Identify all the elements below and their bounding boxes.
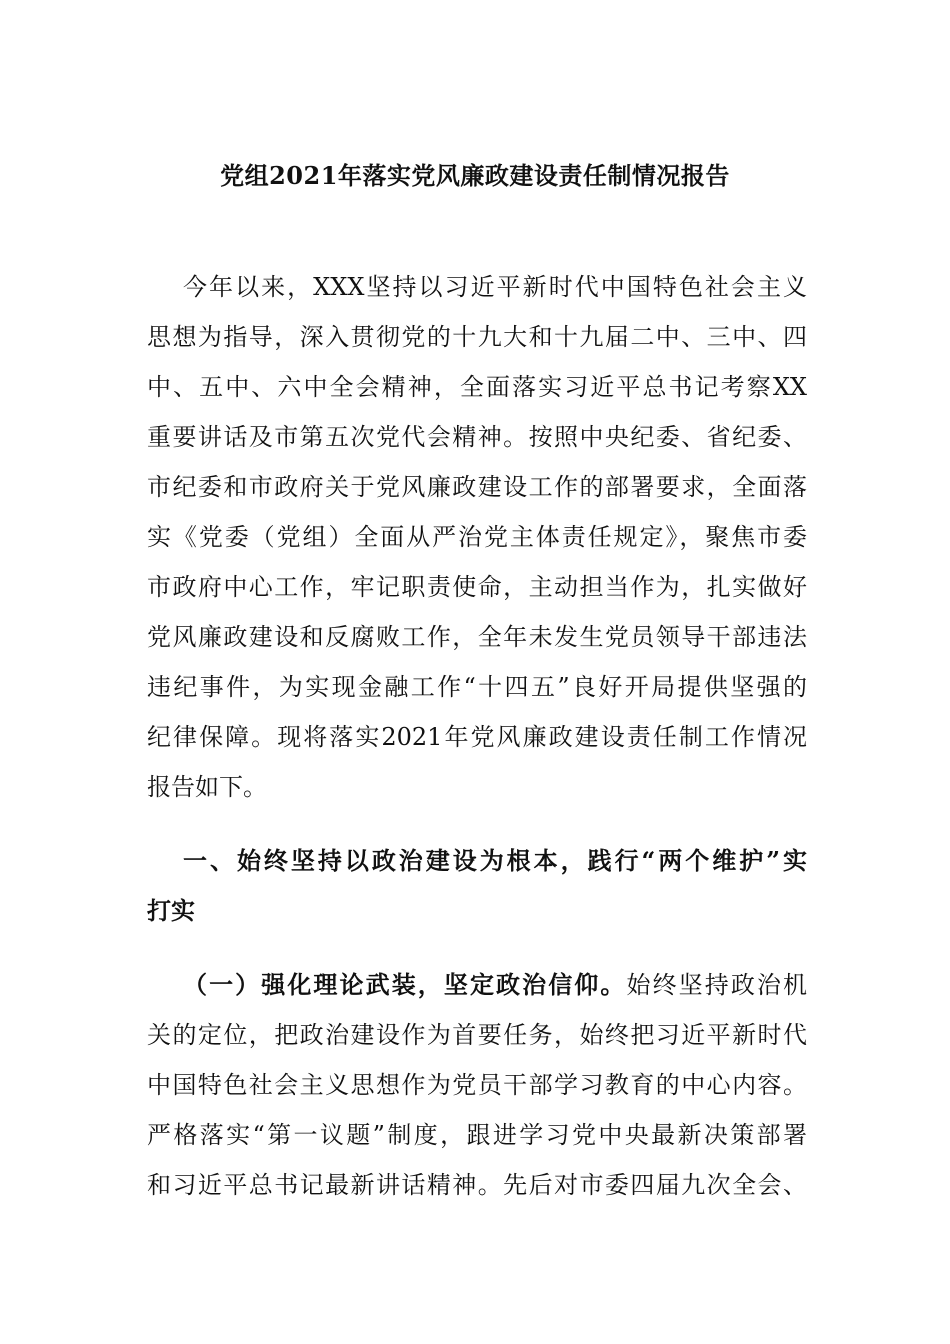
intro-line: 实《党委（党组）全面从严治党主体责任规定》，聚焦市委 bbox=[147, 523, 807, 551]
intro-line: 中、五中、六中全会精神，全面落实习近平总书记考察XX bbox=[147, 373, 807, 401]
intro-line: 今年以来，XXX坚持以习近平新时代中国特色社会主义 bbox=[183, 273, 807, 301]
intro-line: 纪律保障。现将落实2021年党风廉政建设责任制工作情况 bbox=[147, 723, 807, 751]
intro-line: 重要讲话及市第五次党代会精神。按照中央纪委、省纪委、 bbox=[147, 423, 807, 451]
intro-line: 市政府中心工作，牢记职责使命，主动担当作为，扎实做好 bbox=[147, 573, 807, 601]
subsection-line: 关的定位，把政治建设作为首要任务，始终把习近平新时代 bbox=[147, 1021, 807, 1049]
section-heading bbox=[147, 836, 807, 936]
intro-line: 党风廉政建设和反腐败工作，全年未发生党员领导干部违法 bbox=[147, 623, 807, 651]
intro-line: 市纪委和市政府关于党风廉政建设工作的部署要求，全面落 bbox=[147, 473, 807, 501]
subsection-line: 严格落实“第一议题”制度，跟进学习党中央最新决策部署 bbox=[147, 1121, 807, 1149]
section-heading-line: 一、始终坚持以政治建设为根本，践行“两个维护”实 bbox=[183, 846, 807, 875]
intro-paragraph bbox=[147, 262, 807, 812]
subsection-line: 中国特色社会主义思想作为党员干部学习教育的中心内容。 bbox=[147, 1071, 807, 1099]
subsection-line: 和习近平总书记最新讲话精神。先后对市委四届九次全会、 bbox=[147, 1171, 807, 1199]
document-title: 党组2021年落实党风廉政建设责任制情况报告 bbox=[220, 161, 730, 190]
subsection-heading: （一）强化理论武装，坚定政治信仰。 bbox=[183, 970, 627, 999]
subsection-first-line bbox=[147, 960, 807, 1010]
subsection-first-line-text: 始终坚持政治机 bbox=[626, 971, 807, 999]
section-heading-line: 打实 bbox=[147, 896, 195, 925]
subsection-paragraph bbox=[147, 960, 807, 1210]
intro-line: 违纪事件，为实现金融工作“十四五”良好开局提供坚强的 bbox=[147, 673, 807, 701]
intro-line: 思想为指导，深入贯彻党的十九大和十九届二中、三中、四 bbox=[147, 323, 807, 351]
document-body bbox=[147, 262, 807, 1210]
intro-line: 报告如下。 bbox=[147, 773, 267, 801]
